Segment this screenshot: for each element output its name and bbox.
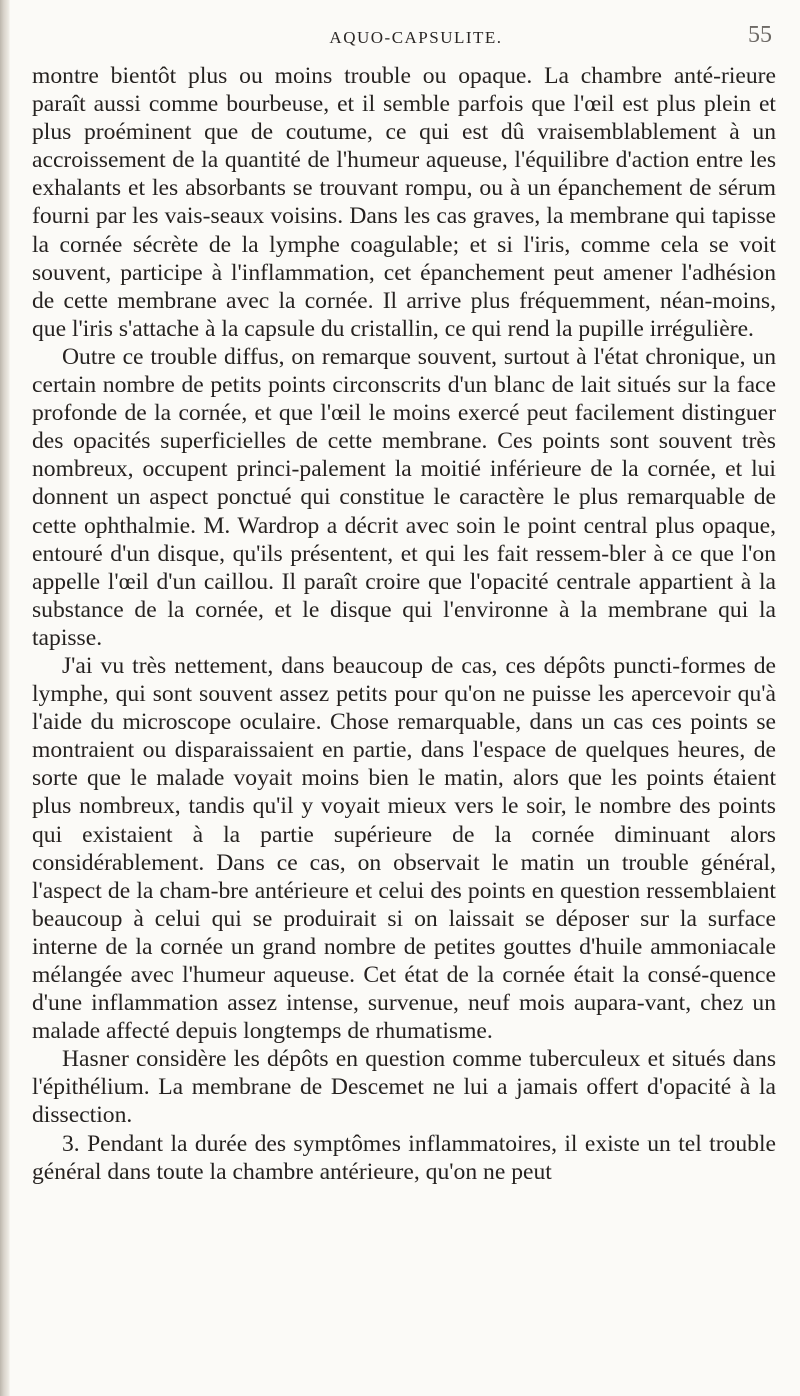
paragraph-1: montre bientôt plus ou moins trouble ou opaque. La chambre anté-rieure paraît aussi comme bourbeuse, et il semble parfois que l'œil est plus plein et plus proéminent que de coutume, ce qui est dû vraisemblablement à un accroissement de la quantité de l'humeur aqueuse, l'équilibre d'action entre les exhalants et les absorbants se trouvant rompu, ou à un épanchement de sérum fourni par les vais-seaux voisins. Dans les cas graves, la membrane qui tapisse la cornée sécrète de la lymphe coagulable; et si l'iris, comme cela se voit souvent, participe à l'inflammation, cet épanchement peut amener l'adhésion de cette membrane avec la cornée. Il arrive plus fréquemment, néan-moins, que l'iris s'attache à la capsule du cristallin, ce qui rend la pupille irrégulière. bbox=[32, 63, 776, 342]
paragraph-2: Outre ce trouble diffus, on remarque souvent, surtout à l'état chronique, un certain nombre de petits points circonscrits d'un blanc de lait situés sur la face profonde de la cornée, et que l'œil le moins exercé peut facilement distinguer des opacités superficielles de cette membrane. Ces points sont souvent très nombreux, occupent princi-palement la moitié inférieure de la cornée, et lui donnent un aspect ponctué qui constitue le caractère le plus remarquable de cette ophthalmie. M. Wardrop a décrit avec soin le point central plus opaque, entouré d'un disque, qu'ils présentent, et qui les fait ressem-bler à ce que l'on appelle l'œil d'un caillou. Il paraît croire que l'opacité centrale appartient à la substance de la cornée, et le disque qui l'environne à la membrane qui la tapisse. bbox=[32, 343, 776, 651]
paragraph-4: Hasner considère les dépôts en question comme tuberculeux et situés dans l'épithélium. La membrane de Descemet ne lui a jamais offert d'opacité à la dissection. bbox=[32, 1046, 776, 1129]
page-binding-shadow bbox=[0, 0, 10, 1396]
body-text bbox=[32, 62, 776, 1186]
page-header bbox=[60, 22, 772, 58]
paragraph-5: 3. Pendant la durée des symptômes inflammatoires, il existe un tel trouble général dans toute la chambre antérieure, qu'on ne peut bbox=[32, 1130, 776, 1185]
running-title: AQUO-CAPSULITE. bbox=[329, 28, 503, 47]
paragraph-3: J'ai vu très nettement, dans beaucoup de cas, ces dépôts puncti-formes de lymphe, qui sont souvent assez petits pour qu'on ne puisse les apercevoir qu'à l'aide du microscope oculaire. Chose remarquable, dans un cas ces points se montraient ou disparaissaient en partie, dans l'espace de quelques heures, de sorte que le malade voyait moins bien le matin, alors que les points étaient plus nombreux, tandis qu'il y voyait mieux vers le soir, le nombre des points qui existaient à la partie supérieure de la cornée diminuant alors considérablement. Dans ce cas, on observait le matin un trouble général, l'aspect de la cham-bre antérieure et celui des points en question ressemblaient beaucoup à celui qui se produirait si on laissait se déposer sur la surface interne de la cornée un grand nombre de petites gouttes d'huile ammoniacale mélangée avec l'humeur aqueuse. Cet état de la cornée était la consé-quence d'une inflammation assez intense, survenue, neuf mois aupara-vant, chez un malade affecté depuis longtemps de rhumatisme. bbox=[32, 652, 776, 1045]
page-number: 55 bbox=[748, 22, 772, 48]
